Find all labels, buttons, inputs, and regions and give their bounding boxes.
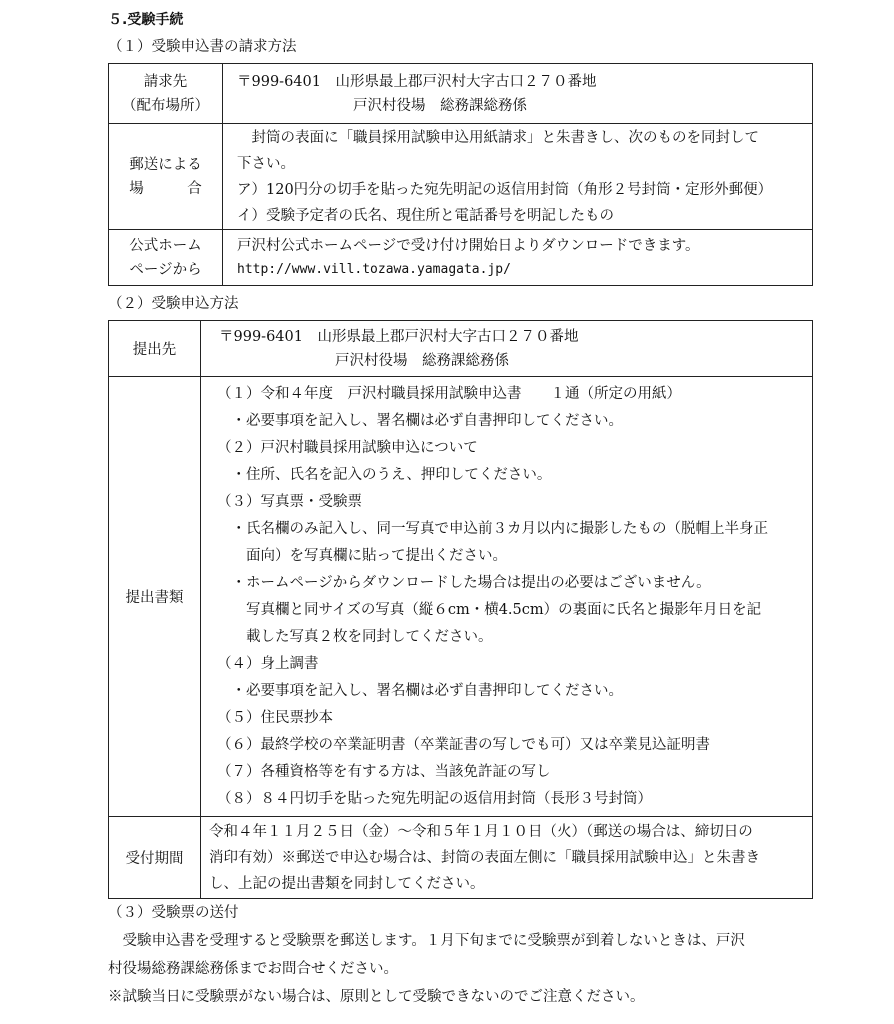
table-row xyxy=(109,377,813,817)
documents-content: （１）令和４年度 戸沢村職員採用試験申込書 １通（所定の用紙） ・必要事項を記入し、署名欄は必ず自書押印してください。 （２）戸沢村職員採用試験申込について ・住所、氏名を記入のうえ、押印してください。 （３）写真票・受験票 ・氏名欄のみ記入し、同一写真で申込前３カ月以内に撮影したもの（脱帽上半身正 面向）を写真欄に貼って提出ください。 ・ホームページからダウンロードした場合は提出の必要はございません。 写真欄と同サイズの写真（縦６cm・横4.5cm）の裏面に氏名と撮影年月日を記 載した写真２枚を同封してください。 （４）身上調書 ・必要事項を記入し、署名欄は必ず自書押印してください。 （５）住民票抄本 （６）最終学校の卒業証明書（卒業証書の写しでも可）又は卒業見込証明書 （７）各種資格等を有する方は、当該免許証の写し （８）８４円切手を貼った宛先明記の返信用封筒（長形３号封筒） xyxy=(201,377,813,817)
ticket-paragraph-line: 受験申込書を受理すると受験票を郵送します。１月下旬までに受験票が到着しないときは、戸沢 xyxy=(108,933,745,949)
subsection-heading-request: （１）受験申込書の請求方法 xyxy=(108,39,297,55)
documents-label: 提出書類 xyxy=(109,377,201,817)
ticket-note: ※試験当日に受験票がない場合は、原則として受験できないのでご注意ください。 xyxy=(108,989,645,1005)
row-content: 封筒の表面に「職員採用試験申込用紙請求」と朱書きし、次のものを同封して 下さい。 ア）120円分の切手を貼った宛先明記の返信用封筒（角形２号封筒・定形外郵便） イ）受験予定者の氏名、現住所と電話番号を明記したもの xyxy=(223,124,813,230)
request-method-table xyxy=(108,63,813,286)
row-content: 戸沢村公式ホームページで受け付け開始日よりダウンロードできます。 http://www.vill.tozawa.yamagata.jp/ xyxy=(223,230,813,286)
submit-to-content: 〒999-6401 山形県最上郡戸沢村大字古口２７０番地 戸沢村役場 総務課総務係 xyxy=(201,321,813,377)
section-title: ５.受験手続 xyxy=(108,12,184,28)
period-content: 令和４年１１月２５日（金）～令和５年１月１０日（火）（郵送の場合は、締切日の 消印有効）※郵送で申込む場合は、封筒の表面左側に「職員採用試験申込」と朱書き し、上記の提出書類を同封してください。 xyxy=(201,817,813,899)
table-row xyxy=(109,64,813,124)
row-label: 郵送による 場 合 xyxy=(109,124,223,230)
row-content: 〒999-6401 山形県最上郡戸沢村大字古口２７０番地 戸沢村役場 総務課総務係 xyxy=(223,64,813,124)
submit-to-label: 提出先 xyxy=(109,321,201,377)
application-method-table xyxy=(108,320,813,899)
subsection-heading-ticket: （３）受験票の送付 xyxy=(108,905,239,921)
homepage-url-link[interactable]: http://www.vill.tozawa.yamagata.jp/ xyxy=(237,261,511,277)
table-row xyxy=(109,230,813,286)
period-label: 受付期間 xyxy=(109,817,201,899)
ticket-paragraph-line: 村役場総務課総務係までお問合せください。 xyxy=(108,961,398,977)
row-label: 公式ホーム ページから xyxy=(109,230,223,286)
subsection-heading-apply: （２）受験申込方法 xyxy=(108,296,239,312)
table-row xyxy=(109,321,813,377)
table-row xyxy=(109,124,813,230)
table-row xyxy=(109,817,813,899)
row-label: 請求先 （配布場所） xyxy=(109,64,223,124)
